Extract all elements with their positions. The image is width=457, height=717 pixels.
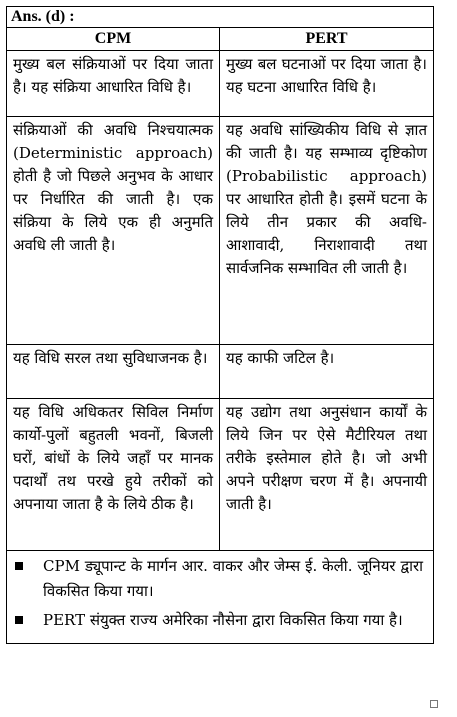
table-row: [7, 117, 434, 345]
table-row: [7, 345, 434, 399]
notes-row: [7, 551, 434, 644]
answer-table-container: [6, 6, 433, 644]
answer-row: [7, 7, 434, 28]
square-bullet-icon: [15, 616, 23, 624]
cpm-cell: यह विधि सरल तथा सुविधाजनक है।: [7, 345, 220, 399]
notes-cell: [7, 551, 434, 644]
answer-label: Ans. (d) :: [7, 7, 434, 28]
table-row: [7, 399, 434, 551]
pert-cell: मुख्य बल घटनाओं पर दिया जाता है। यह घटना आधारित विधि है।: [220, 51, 434, 117]
square-bullet-icon: [15, 562, 23, 570]
note-item: [15, 554, 423, 604]
header-cpm: CPM: [7, 28, 220, 51]
note-text: CPM ड्यूपान्ट के मार्गन आर. वाकर और जेम्स ई. केली. जूनियर द्वारा विकसित किया गया।: [43, 557, 423, 600]
table-row: [7, 51, 434, 117]
pert-cell: यह अवधि सांख्यिकीय विधि से ज्ञात की जाती है। यह सम्भाव्य दृष्टिकोण (Probabilistic approach) पर आधारित होती है। इसमें घटना के लिये तीन प्रकार की अवधि-आशावादी, निराशावादी तथा सार्वजनिक सम्भावित ली जाती है।: [220, 117, 434, 345]
header-pert: PERT: [220, 28, 434, 51]
cpm-cell: यह विधि अधिकतर सिविल निर्माण कार्यो-पुलों बहुतली भवनों, बिजली घरों, बांधों के लिये जहाँ पर मानक पदार्थों तथ परखे हुये तरीकों को अपनाया जाता है के लिये ठीक है।: [7, 399, 220, 551]
header-row: [7, 28, 434, 51]
pert-cell: यह उद्योग तथा अनुसंधान कार्यों के लिये जिन पर ऐसे मैटीरियल तथा तरीके इस्तेमाल होते है। जो अभी अपने परीक्षण चरण में है। अपनायी जाती है।: [220, 399, 434, 551]
cpm-pert-comparison-table: [6, 6, 434, 644]
note-text: PERT संयुक्त राज्य अमेरिका नौसेना द्वारा विकसित किया गया है।: [43, 611, 403, 629]
cpm-cell: संक्रियाओं की अवधि निश्चयात्मक (Deterministic approach) होती है जो पिछले अनुभव के आधार पर निर्धारित की जाती है। एक संक्रिया के लिये एक ही अनुमति अवधि ली जाती है।: [7, 117, 220, 345]
resize-handle-icon: [430, 700, 438, 708]
cpm-cell: मुख्य बल संक्रियाओं पर दिया जाता है। यह संक्रिया आधारित विधि है।: [7, 51, 220, 117]
note-item: [15, 608, 423, 633]
pert-cell: यह काफी जटिल है।: [220, 345, 434, 399]
